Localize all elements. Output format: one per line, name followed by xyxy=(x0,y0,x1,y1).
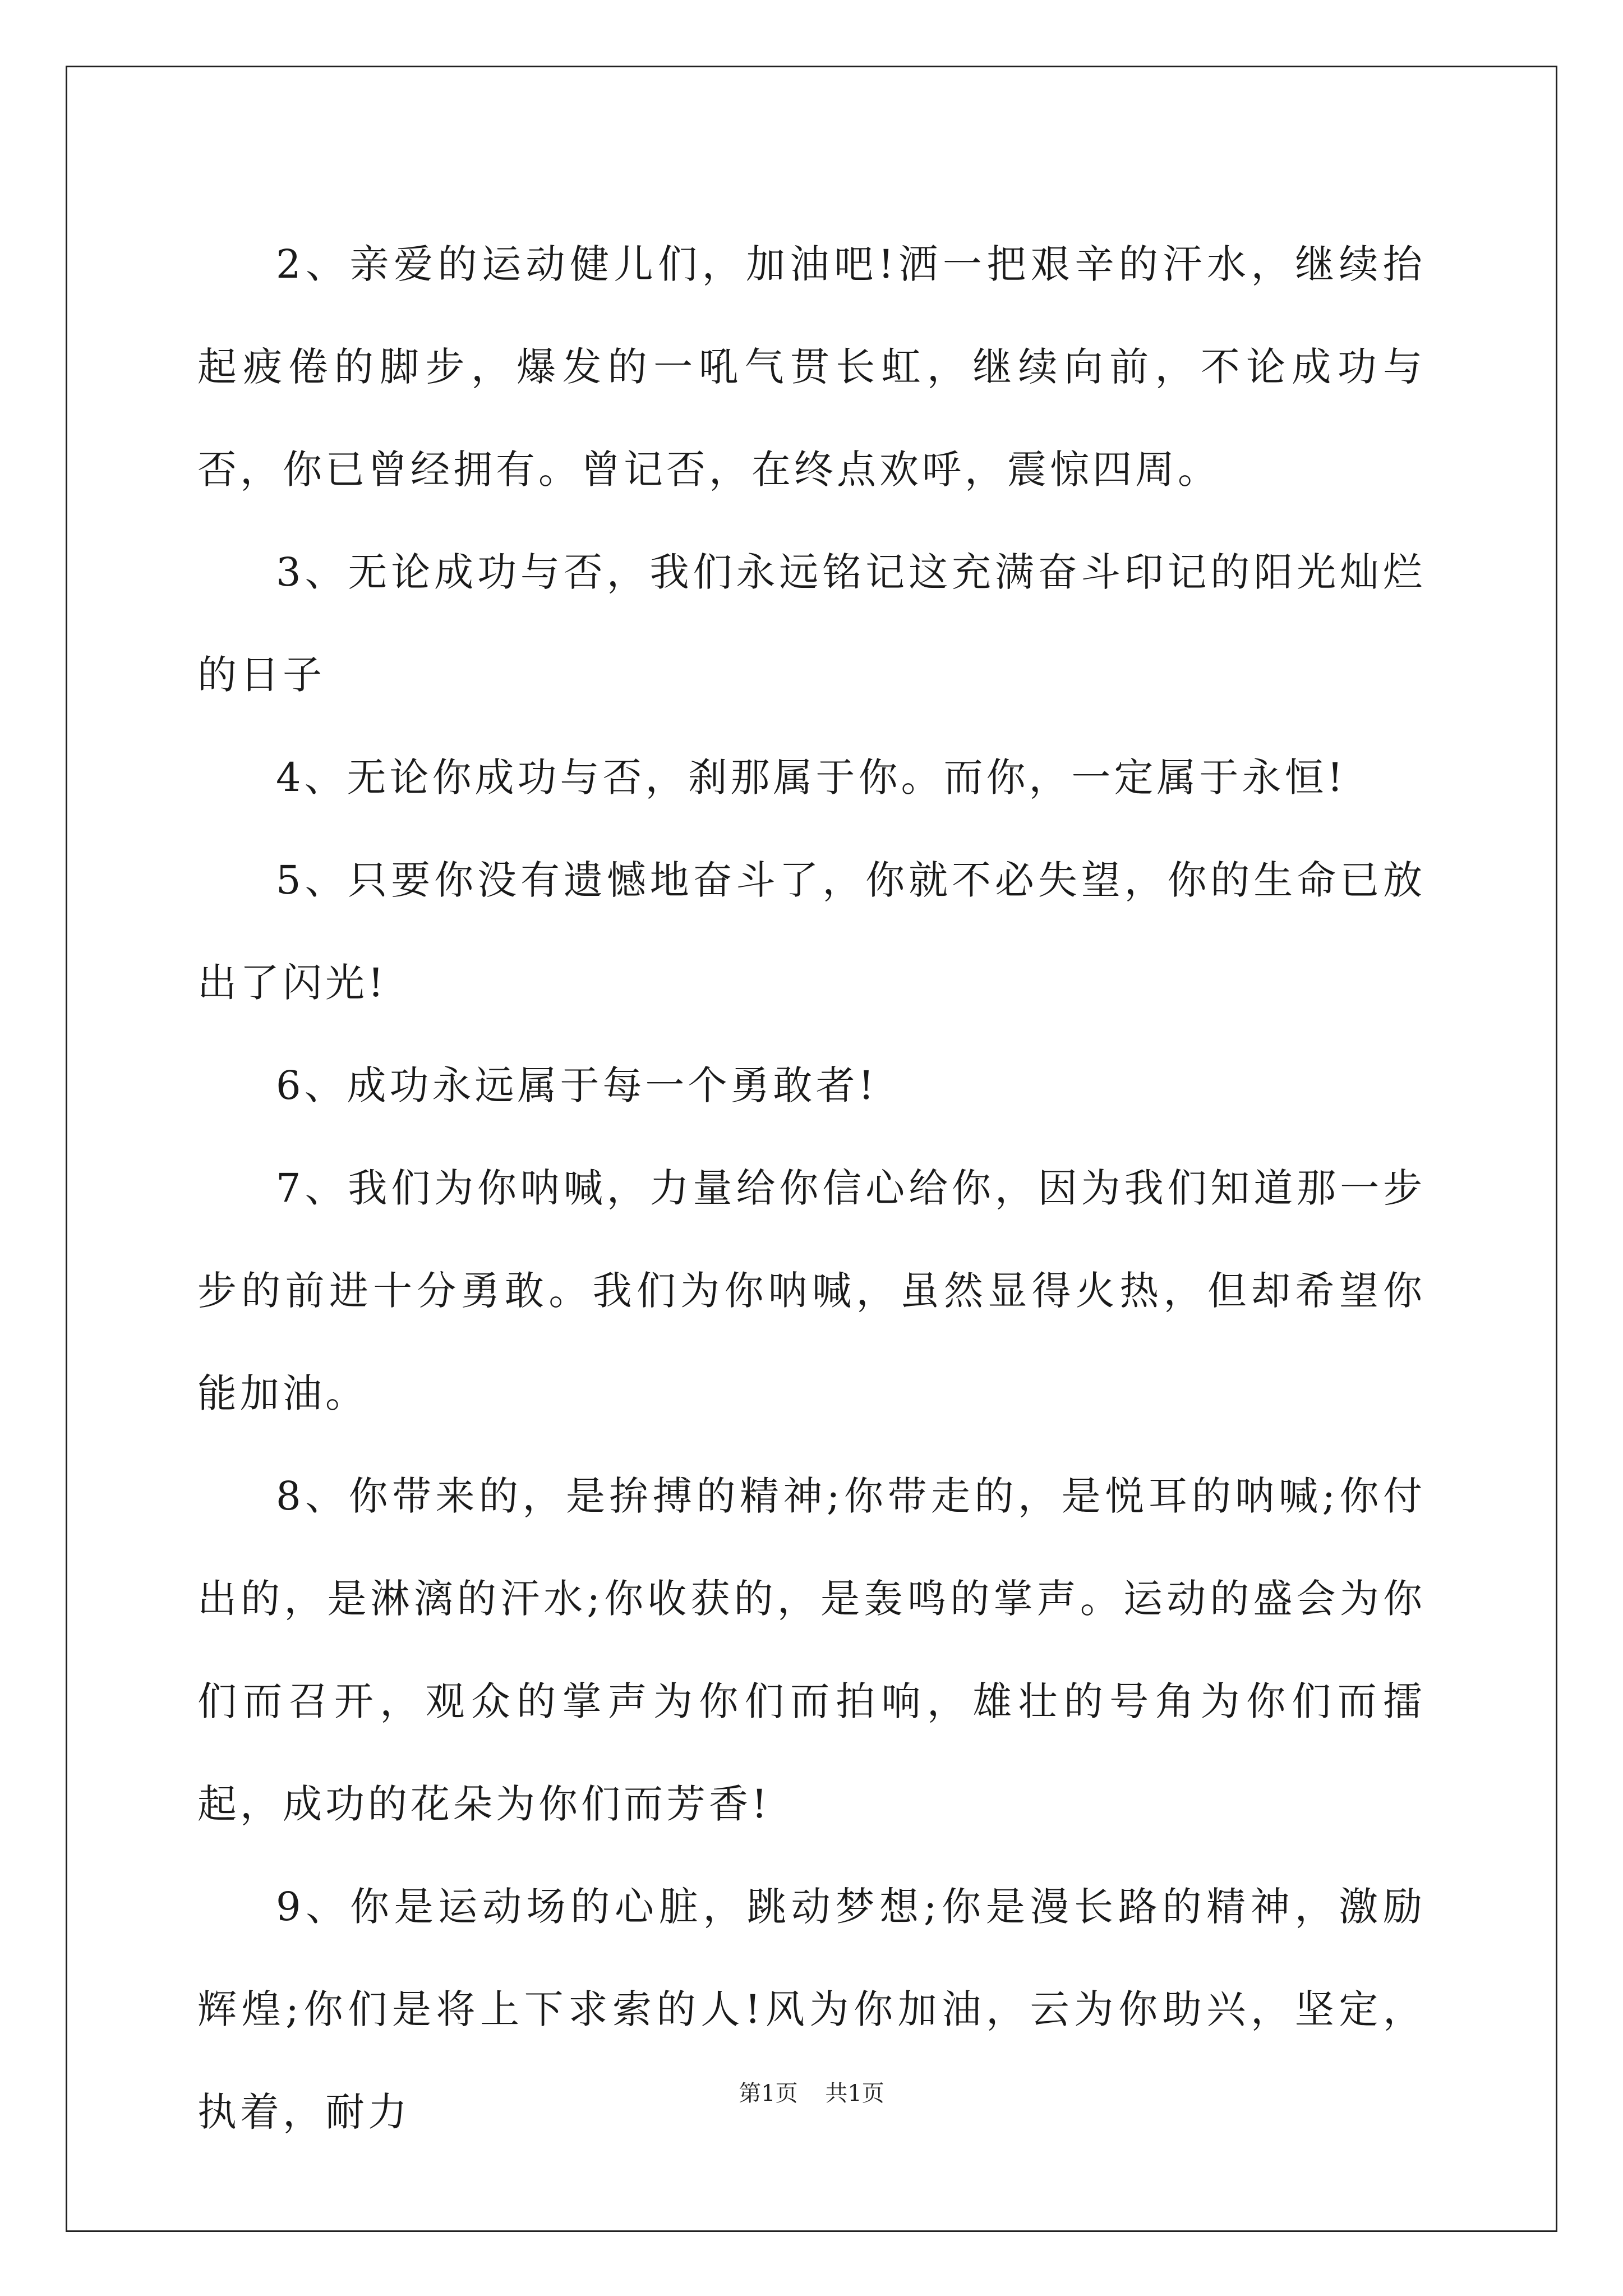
paragraph-6: 6、成功永远属于每一个勇敢者! xyxy=(276,1062,878,1108)
paragraph-2: 2、亲爱的运动健儿们，加油吧!洒一把艰辛的汗水，继续抬起疲倦的脚步，爆发的一吼气贯长虹，继续向前，不论成功与否，你已曾经拥有。曾记否，在终点欢呼，震惊四周。 xyxy=(197,241,1426,493)
page-number-total: 共1页 xyxy=(825,2081,884,2106)
paragraph-8: 8、你带来的，是拚搏的精神;你带走的，是悦耳的呐喊;你付出的，是淋漓的汗水;你收获的，是轰鸣的掌声。运动的盛会为你们而召开，观众的掌声为你们而拍响，雄壮的号角为你们而擂起，成功的花朵为你们而芳香! xyxy=(197,1473,1426,1827)
paragraph-3: 3、无论成功与否，我们永远铭记这充满奋斗印记的阳光灿烂的日子 xyxy=(197,549,1426,698)
paragraph-4: 4、无论你成功与否，刹那属于你。而你，一定属于永恒! xyxy=(276,754,1347,800)
document-body xyxy=(197,213,1426,2164)
paragraph-9: 9、你是运动场的心脏，跳动梦想;你是漫长路的精神，激励辉煌;你们是将上下求索的人!风为你加油，云为你助兴，坚定，执着，耐力 xyxy=(197,1884,1426,2135)
paragraph-5: 5、只要你没有遗憾地奋斗了，你就不必失望，你的生命已放出了闪光! xyxy=(197,857,1426,1006)
paragraph-7: 7、我们为你呐喊，力量给你信心给你，因为我们知道那一步步的前进十分勇敢。我们为你呐喊，虽然显得火热，但却希望你能加油。 xyxy=(197,1165,1426,1416)
page-footer xyxy=(0,2076,1623,2108)
page-number-current: 第1页 xyxy=(739,2081,798,2106)
